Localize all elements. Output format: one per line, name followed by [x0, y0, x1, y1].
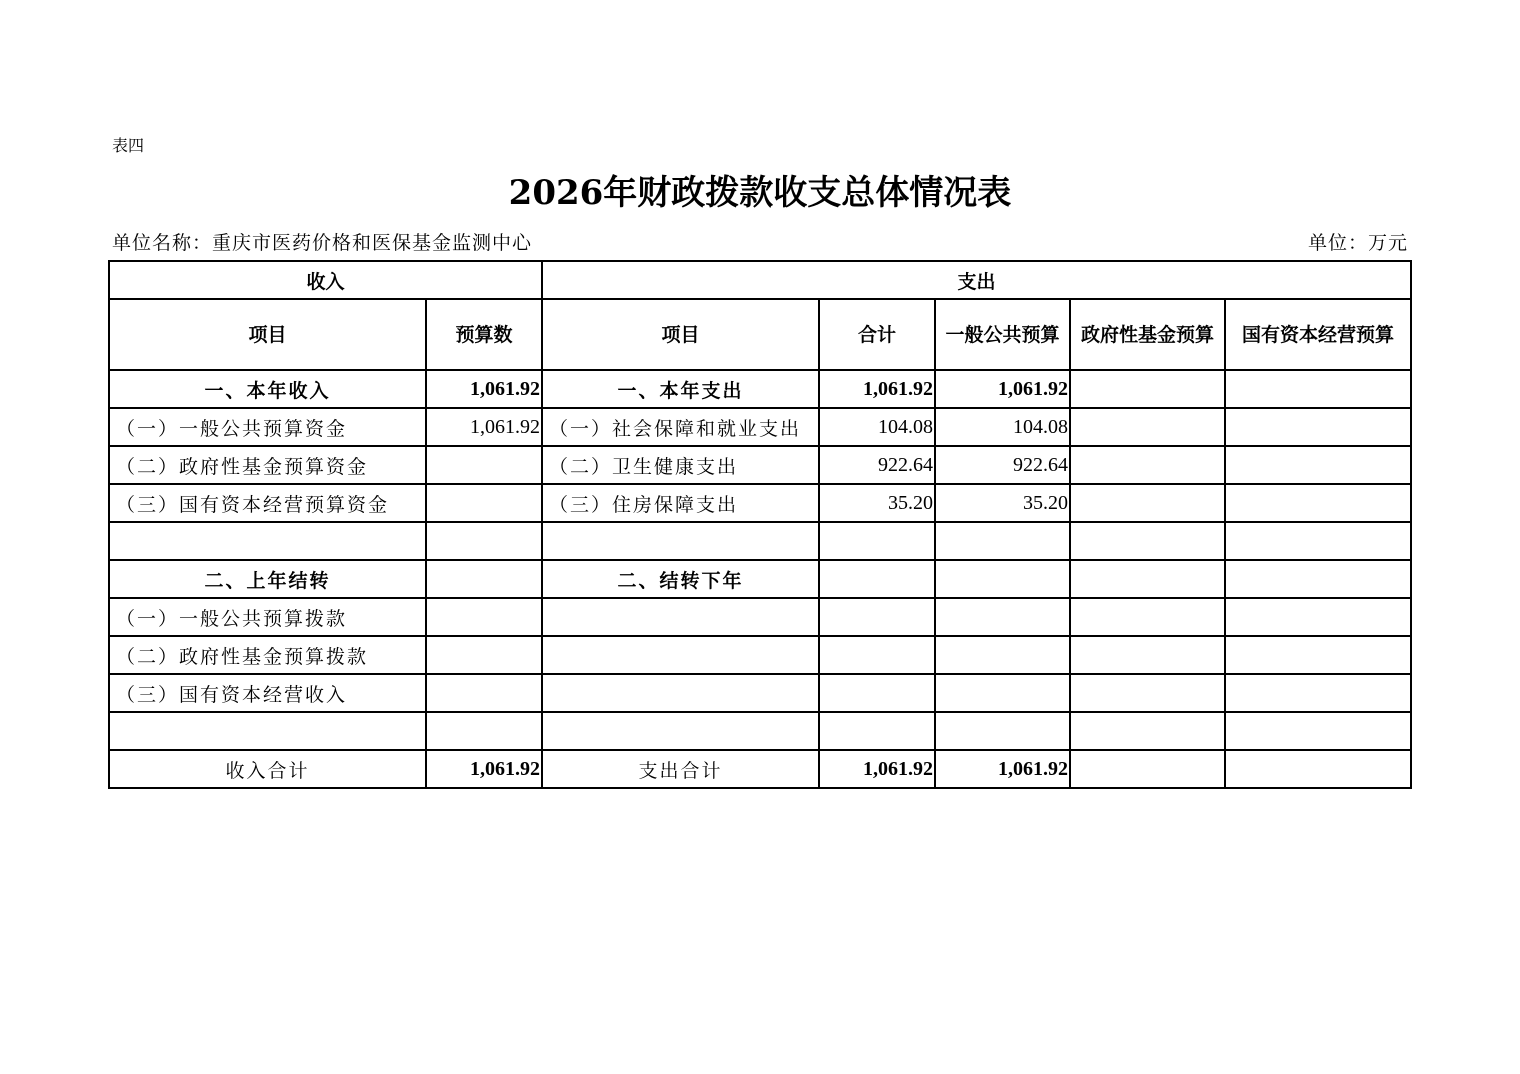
- income-amount: [426, 484, 542, 522]
- expense-state-capital: [1225, 522, 1411, 560]
- income-item: 二、上年结转: [109, 560, 426, 598]
- expense-general: 1,061.92: [935, 750, 1070, 788]
- expense-total: [819, 598, 935, 636]
- expense-state-capital: [1225, 408, 1411, 446]
- group-header-row: [109, 261, 1411, 299]
- expense-gov-fund: [1070, 522, 1225, 560]
- expense-item: （三）住房保障支出: [542, 484, 819, 522]
- expense-general: 922.64: [935, 446, 1070, 484]
- expense-total: 922.64: [819, 446, 935, 484]
- expense-gov-fund: [1070, 484, 1225, 522]
- expense-total: [819, 674, 935, 712]
- currency-unit: 单位：万元: [1307, 232, 1408, 254]
- expense-total: [819, 560, 935, 598]
- income-amount: [426, 560, 542, 598]
- page-title: 2026年财政拨款收支总体情况表: [508, 173, 1012, 213]
- col-total: 合计: [819, 299, 935, 370]
- table-row: [109, 560, 1411, 598]
- income-amount: 1,061.92: [426, 408, 542, 446]
- income-amount: [426, 712, 542, 750]
- col-income-budget: 预算数: [426, 299, 542, 370]
- income-item: [109, 712, 426, 750]
- expense-general: [935, 636, 1070, 674]
- expense-item: 一、本年支出: [542, 370, 819, 408]
- expense-total: 104.08: [819, 408, 935, 446]
- income-amount: [426, 636, 542, 674]
- expense-state-capital: [1225, 598, 1411, 636]
- table-row: [109, 522, 1411, 560]
- expense-general: [935, 674, 1070, 712]
- expense-general: [935, 598, 1070, 636]
- expense-item: 支出合计: [542, 750, 819, 788]
- income-item: （一）一般公共预算资金: [109, 408, 426, 446]
- income-amount: [426, 446, 542, 484]
- expense-total: [819, 712, 935, 750]
- expense-total: 1,061.92: [819, 370, 935, 408]
- expense-state-capital: [1225, 636, 1411, 674]
- table-row-total: [109, 750, 1411, 788]
- expense-gov-fund: [1070, 598, 1225, 636]
- group-income: 收入: [109, 261, 542, 299]
- col-state-capital-budget: 国有资本经营预算: [1225, 299, 1411, 370]
- expense-gov-fund: [1070, 370, 1225, 408]
- expense-gov-fund: [1070, 446, 1225, 484]
- income-amount: 1,061.92: [426, 750, 542, 788]
- income-amount: [426, 598, 542, 636]
- expense-general: [935, 522, 1070, 560]
- budget-table: [108, 260, 1412, 789]
- expense-gov-fund: [1070, 408, 1225, 446]
- group-expense: 支出: [542, 261, 1411, 299]
- income-item: （三）国有资本经营收入: [109, 674, 426, 712]
- expense-state-capital: [1225, 674, 1411, 712]
- expense-item: （一）社会保障和就业支出: [542, 408, 819, 446]
- table-row: [109, 370, 1411, 408]
- table-row: [109, 674, 1411, 712]
- column-header-row: [109, 299, 1411, 370]
- expense-gov-fund: [1070, 712, 1225, 750]
- income-amount: [426, 522, 542, 560]
- expense-item: [542, 712, 819, 750]
- expense-general: [935, 712, 1070, 750]
- col-gov-fund-budget: 政府性基金预算: [1070, 299, 1225, 370]
- expense-general: 35.20: [935, 484, 1070, 522]
- expense-gov-fund: [1070, 636, 1225, 674]
- table-row: [109, 408, 1411, 446]
- expense-state-capital: [1225, 750, 1411, 788]
- expense-item: [542, 636, 819, 674]
- expense-state-capital: [1225, 712, 1411, 750]
- income-item: 收入合计: [109, 750, 426, 788]
- expense-general: [935, 560, 1070, 598]
- expense-total: [819, 636, 935, 674]
- income-item: （一）一般公共预算拨款: [109, 598, 426, 636]
- expense-general: 1,061.92: [935, 370, 1070, 408]
- expense-item: [542, 674, 819, 712]
- expense-total: [819, 522, 935, 560]
- expense-state-capital: [1225, 446, 1411, 484]
- table-row: [109, 598, 1411, 636]
- table-row: [109, 484, 1411, 522]
- expense-gov-fund: [1070, 750, 1225, 788]
- expense-item: 二、结转下年: [542, 560, 819, 598]
- expense-total: 35.20: [819, 484, 935, 522]
- table-row: [109, 636, 1411, 674]
- income-item: （二）政府性基金预算拨款: [109, 636, 426, 674]
- col-general-budget: 一般公共预算: [935, 299, 1070, 370]
- expense-gov-fund: [1070, 674, 1225, 712]
- table-row: [109, 712, 1411, 750]
- income-amount: [426, 674, 542, 712]
- col-expense-item: 项目: [542, 299, 819, 370]
- income-item: （二）政府性基金预算资金: [109, 446, 426, 484]
- income-item: （三）国有资本经营预算资金: [109, 484, 426, 522]
- table-row: [109, 446, 1411, 484]
- table-tag: 表四: [112, 136, 145, 155]
- expense-item: （二）卫生健康支出: [542, 446, 819, 484]
- expense-total: 1,061.92: [819, 750, 935, 788]
- expense-general: 104.08: [935, 408, 1070, 446]
- income-amount: 1,061.92: [426, 370, 542, 408]
- expense-state-capital: [1225, 560, 1411, 598]
- unit-name: 单位名称：重庆市医药价格和医保基金监测中心: [112, 232, 533, 254]
- expense-item: [542, 598, 819, 636]
- expense-state-capital: [1225, 370, 1411, 408]
- col-income-item: 项目: [109, 299, 426, 370]
- expense-state-capital: [1225, 484, 1411, 522]
- expense-item: [542, 522, 819, 560]
- expense-gov-fund: [1070, 560, 1225, 598]
- income-item: [109, 522, 426, 560]
- income-item: 一、本年收入: [109, 370, 426, 408]
